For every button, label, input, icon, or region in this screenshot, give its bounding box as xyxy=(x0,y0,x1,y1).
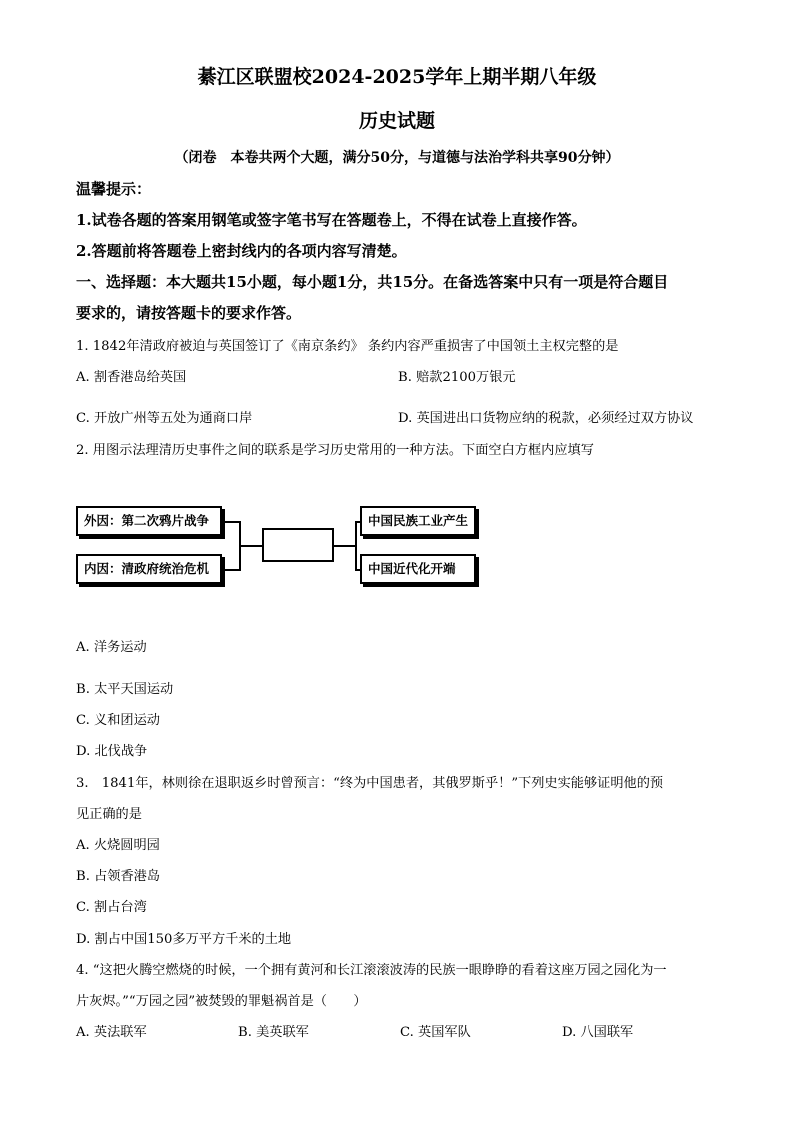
diagram-blank-box xyxy=(262,528,334,562)
q2-option-b: B. 太平天国运动 xyxy=(76,682,174,697)
q1-option-b: B. 赔款2100万银元 xyxy=(398,370,516,385)
q2-option-a: A. 洋务运动 xyxy=(76,640,147,655)
connector xyxy=(334,545,356,547)
diagram-box-internal-cause: 内因：清政府统治危机 xyxy=(76,554,222,584)
exam-subtitle: 历史试题 xyxy=(358,110,435,132)
q3-option-c: C. 割占台湾 xyxy=(76,900,147,915)
section-heading-line-1: 一、选择题：本大题共15小题，每小题1分，共15分。在备选答案中只有一项是符合题目 xyxy=(76,273,669,291)
tips-item-1: 1.试卷各题的答案用钢笔或签字笔书写在答题卷上，不得在试卷上直接作答。 xyxy=(76,211,587,229)
q4-option-c: C. 英国军队 xyxy=(400,1025,471,1040)
q3-option-d: D. 割占中国150多万平方千米的土地 xyxy=(76,932,292,947)
section-heading-line-2: 要求的，请按答题卡的要求作答。 xyxy=(76,304,302,322)
q4-stem-line-1: 4. “这把火腾空燃烧的时候，一个拥有黄河和长江滚滚波涛的民族一眼睁睁的看着这座万园之园化为一 xyxy=(76,963,667,978)
q2-option-d: D. 北伐战争 xyxy=(76,744,148,759)
diagram-box-external-cause: 外因：第二次鸦片战争 xyxy=(76,506,222,536)
connector xyxy=(222,521,240,523)
tips-heading: 温馨提示： xyxy=(76,180,152,198)
q3-stem-line-2: 见正确的是 xyxy=(76,807,142,822)
q2-option-c: C. 义和团运动 xyxy=(76,713,160,728)
q4-stem-line-2: 片灰烬。”“万园之园”被焚毁的罪魁祸首是（ ） xyxy=(76,994,367,1009)
connector xyxy=(240,545,262,547)
diagram-box-national-industry: 中国民族工业产生 xyxy=(360,506,476,536)
q2-diagram xyxy=(76,498,486,594)
q1-option-c: C. 开放广州等五处为通商口岸 xyxy=(76,411,253,426)
q3-stem-line-1: 3. 1841年，林则徐在退职返乡时曾预言：“终为中国患者，其俄罗斯乎！”下列史实能够证明他的预 xyxy=(76,776,664,791)
connector xyxy=(222,569,240,571)
tips-item-2: 2.答题前将答题卷上密封线内的各项内容写清楚。 xyxy=(76,242,407,260)
q3-option-a: A. 火烧圆明园 xyxy=(76,838,160,853)
q3-option-b: B. 占领香港岛 xyxy=(76,869,161,884)
q4-option-a: A. 英法联军 xyxy=(76,1025,147,1040)
diagram-box-modernization-start: 中国近代化开端 xyxy=(360,554,476,584)
exam-title: 綦江区联盟校2024-2025学年上期半期八年级 xyxy=(197,66,597,88)
q1-option-d: D. 英国进出口货物应纳的税款，必须经过双方协议 xyxy=(398,411,694,426)
connector xyxy=(355,521,357,571)
q1-stem: 1. 1842年清政府被迫与英国签订了《南京条约》 条约内容严重损害了中国领土主权完整的是 xyxy=(76,339,619,354)
q4-option-b: B. 美英联军 xyxy=(238,1025,309,1040)
q4-option-d: D. 八国联军 xyxy=(562,1025,634,1040)
q1-option-a: A. 割香港岛给英国 xyxy=(76,370,187,385)
q2-stem: 2. 用图示法理清历史事件之间的联系是学习历史常用的一种方法。下面空白方框内应填写 xyxy=(76,443,594,458)
exam-note: （闭卷 本卷共两个大题，满分50分，与道德与法治学科共享90分钟） xyxy=(174,150,620,166)
